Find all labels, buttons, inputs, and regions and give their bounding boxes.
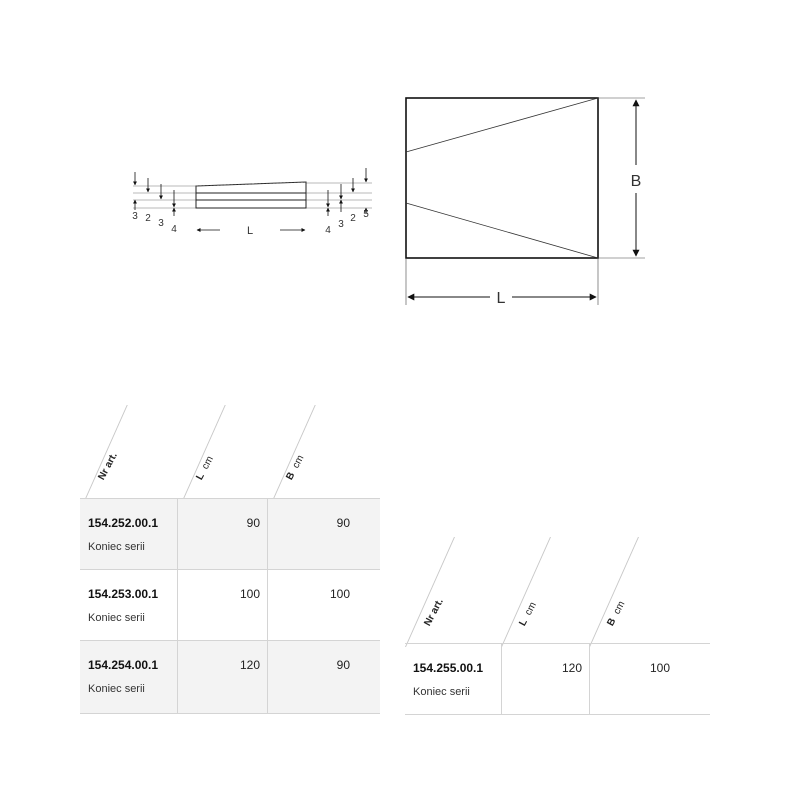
side-label-left-1: 3	[132, 211, 138, 222]
side-label-right-3: 2	[350, 213, 356, 224]
table-2-header-length: Lcm	[517, 600, 539, 628]
side-label-right-4: 5	[363, 209, 369, 220]
side-label-right-2: 3	[338, 219, 344, 230]
row-length: 120	[561, 661, 582, 675]
row-width: 100	[329, 587, 350, 601]
table-row	[80, 569, 380, 641]
side-length-label: L	[246, 225, 254, 237]
side-view-drawing	[132, 168, 372, 237]
table-1-header-art-no: Nr art.	[96, 450, 120, 482]
table-1-header-width: Bcm	[284, 453, 307, 482]
top-width-label: B	[630, 173, 642, 190]
table-2-header	[405, 537, 710, 643]
product-table-2	[405, 537, 710, 717]
row-art-no: 154.252.00.1	[88, 516, 159, 530]
row-status: Koniec serii	[88, 612, 145, 624]
row-status: Koniec serii	[88, 541, 145, 553]
row-status: Koniec serii	[413, 686, 470, 698]
row-status: Koniec serii	[88, 683, 145, 695]
row-width: 90	[336, 516, 350, 530]
table-2-header-width: Bcm	[605, 599, 628, 628]
row-width: 90	[336, 658, 350, 672]
row-length: 120	[239, 658, 260, 672]
table-1-header	[80, 405, 380, 498]
table-row	[80, 640, 380, 714]
side-label-left-4: 4	[171, 224, 177, 235]
row-width: 100	[649, 661, 670, 675]
product-table-1	[80, 405, 380, 715]
row-length: 100	[239, 587, 260, 601]
row-length: 90	[246, 516, 260, 530]
top-length-label: L	[496, 290, 506, 307]
side-label-left-3: 3	[158, 218, 164, 229]
table-row	[80, 498, 380, 570]
technical-drawings	[0, 0, 800, 330]
table-row	[405, 643, 710, 715]
side-label-left-2: 2	[145, 213, 151, 224]
table-2-header-art-no: Nr art.	[422, 596, 446, 628]
row-art-no: 154.255.00.1	[413, 661, 484, 675]
top-view-drawing	[406, 98, 645, 307]
table-1-header-length: Lcm	[194, 454, 216, 482]
row-art-no: 154.254.00.1	[88, 658, 159, 672]
side-label-right-1: 4	[325, 225, 331, 236]
row-art-no: 154.253.00.1	[88, 587, 159, 601]
